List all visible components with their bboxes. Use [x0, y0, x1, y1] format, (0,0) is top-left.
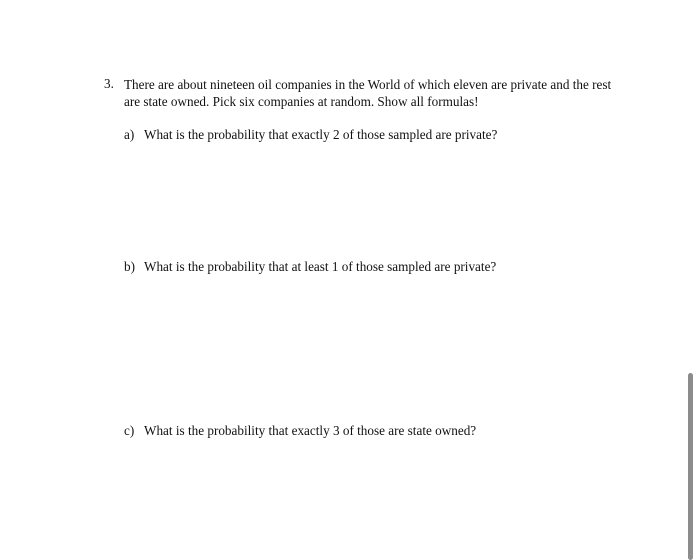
part-c-letter: c): [124, 423, 135, 438]
part-a-text: What is the probability that exactly 2 of those sampled are private?: [144, 127, 498, 142]
part-c-text: What is the probability that exactly 3 of those are state owned?: [144, 423, 477, 438]
question-number: 3.: [104, 76, 114, 91]
part-a-letter: a): [124, 127, 135, 142]
part-b-text: What is the probability that at least 1 of those sampled are private?: [144, 259, 497, 274]
question-text: There are about nineteen oil companies in the World of which eleven are private and the rest are state owned. Pick six companies at random. Show all formulas!: [124, 77, 612, 109]
part-b-letter: b): [124, 259, 135, 274]
vertical-scrollbar-thumb[interactable]: [688, 373, 693, 560]
